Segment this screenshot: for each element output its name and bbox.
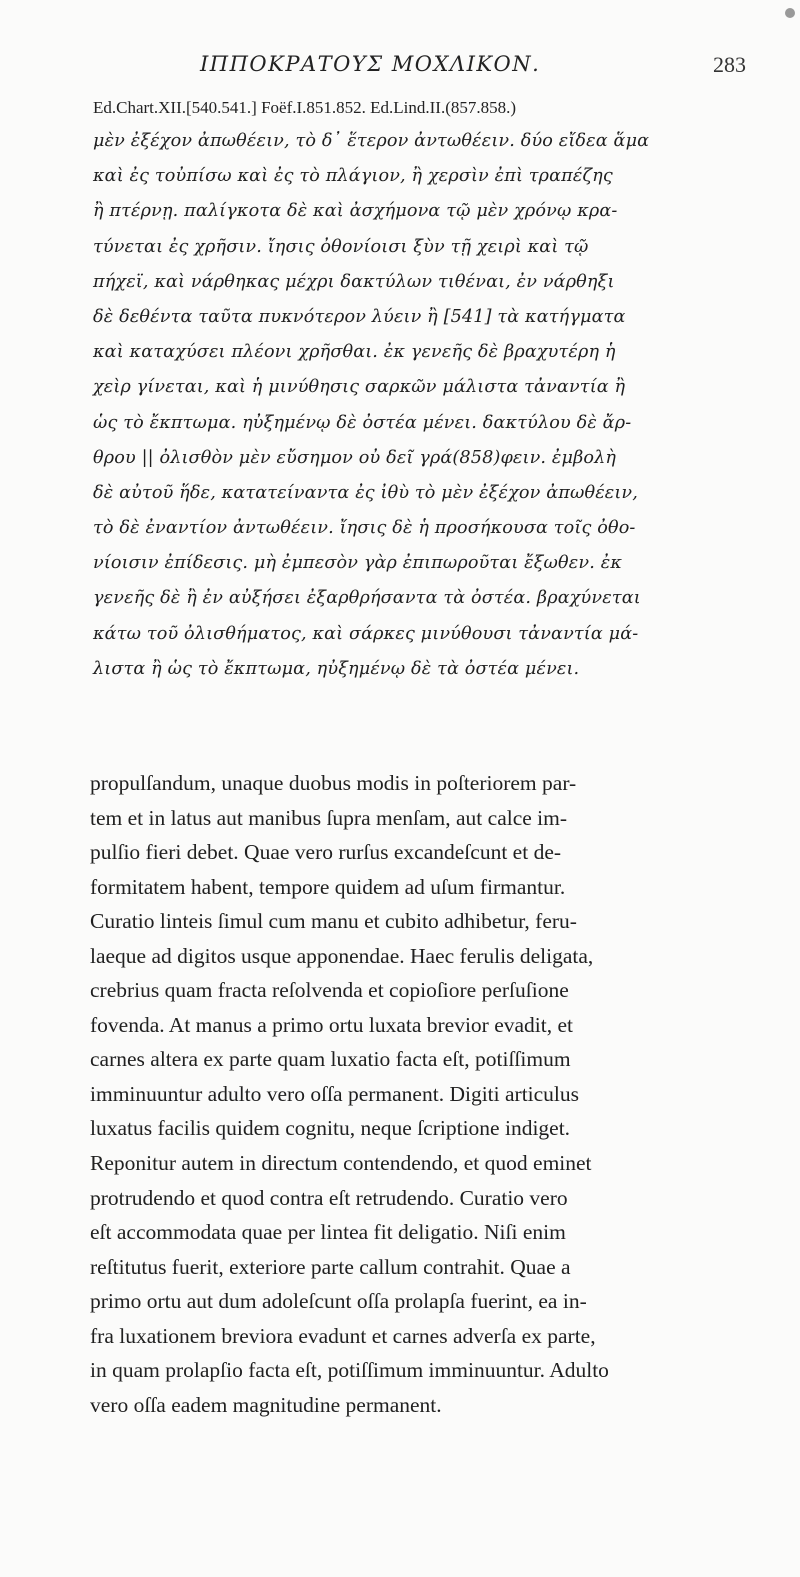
latin-line: formitatem habent, tempore quidem ad uſum firmantur.	[90, 874, 566, 899]
latin-line: primo ortu aut dum adoleſcunt oſſa prolapſa fuerint, ea in-	[90, 1289, 587, 1314]
latin-line: fra luxationem breviora evadunt et carnes adverſa ex parte,	[90, 1323, 596, 1348]
greek-line: μὲν ἐξέχον ἀπωθέειν, τὸ δ᾿ ἕτερον ἀντωθέειν. δύο εἴδεα ἅμα	[93, 131, 650, 151]
greek-line: τὸ δὲ ἐναντίον ἀντωθέειν. ἴησις δὲ ἡ προσήκουσα τοῖς ὀθο-	[93, 518, 636, 539]
latin-line: laeque ad digitos usque apponendae. Haec ferulis deligata,	[90, 943, 594, 968]
page-blemish	[785, 8, 795, 18]
latin-translation-block	[90, 766, 780, 1422]
latin-line: vero oſſa eadem magnitudine permanent.	[90, 1392, 442, 1417]
greek-line: δὲ αὐτοῦ ἥδε, κατατείναντα ἐς ἰθὺ τὸ μὲν ἐξέχον ἀπωθέειν,	[93, 482, 639, 503]
latin-line: imminuuntur adulto vero oſſa permanent. Digiti articulus	[90, 1081, 580, 1106]
latin-line: tem et in latus aut manibus ſupra menſam, aut calce im-	[90, 805, 568, 830]
running-head	[0, 52, 800, 88]
latin-line: carnes altera ex parte quam luxatio facta eſt, potiſſimum	[90, 1047, 571, 1072]
latin-line: crebrius quam fracta reſolvenda et copioſiore perſuſione	[90, 978, 569, 1003]
latin-line: in quam prolapſio facta eſt, potiſſimum imminuuntur. Adulto	[90, 1358, 609, 1383]
greek-line: λιστα ἢ ὡς τὸ ἔκπτωμα, ηὐξημένῳ δὲ τὰ ὀστέα μένει.	[93, 658, 580, 679]
latin-line: pulſio fieri debet. Quae vero rurſus excandeſcunt et de-	[90, 840, 562, 865]
greek-line: χεὶρ γίνεται, καὶ ἡ μινύθησις σαρκῶν μάλιστα τἀναντία ἢ	[93, 377, 626, 398]
greek-line: θρου || ὀλισθὸν μὲν εὔσημον οὐ δεῖ γρά(858)φειν. ἐμβολὴ	[93, 447, 617, 468]
latin-line: fovenda. At manus a primo ortu luxata brevior evadit, et	[90, 1012, 574, 1037]
page-number: 283	[713, 52, 746, 77]
edition-reference-line: Ed.Chart.XII.[540.541.] Foëf.I.851.852. Ed.Lind.II.(857.858.)	[93, 98, 517, 117]
latin-line: propulſandum, unaque duobus modis in poſteriorem par-	[90, 771, 577, 795]
latin-line: Curatio linteis ſimul cum manu et cubito adhibetur, feru-	[90, 909, 577, 934]
greek-line: ἢ πτέρνῃ. παλίγκοτα δὲ καὶ ἀσχήμονα τῷ μὲν χρόνῳ κρα-	[93, 201, 618, 222]
latin-line: protrudendo et quod contra eſt retrudendo. Curatio vero	[90, 1185, 568, 1210]
latin-line: eſt accommodata quae per lintea fit deligatio. Niſi enim	[90, 1220, 566, 1245]
latin-line: reſtitutus fuerit, exteriore parte callum contrahit. Quae a	[90, 1254, 571, 1279]
greek-line: ὡς τὸ ἔκπτωμα. ηὐξημένῳ δὲ ὀστέα μένει. δακτύλου δὲ ἄρ-	[93, 412, 632, 433]
greek-text-block	[93, 124, 773, 687]
latin-line: Reponitur autem in directum contendendo, et quod eminet	[90, 1151, 592, 1176]
greek-line: δὲ δεθέντα ταῦτα πυκνότερον λύειν ἢ [541] τὰ κατήγματα	[93, 306, 626, 327]
running-title: ΙΠΠΟΚΡΑΤΟΥΣ ΜΟΧΛΙΚΟΝ.	[200, 52, 541, 76]
greek-line: νίοισιν ἐπίδεσις. μὴ ἐμπεσὸν γὰρ ἐπιπωροῦται ἔξωθεν. ἐκ	[93, 553, 623, 574]
greek-line: καὶ καταχύσει πλέονι χρῆσθαι. ἐκ γενεῆς δὲ βραχυτέρη ἡ	[93, 342, 616, 363]
greek-line: τύνεται ἐς χρῆσιν. ἴησις ὀθονίοισι ξὺν τῇ χειρὶ καὶ τῷ	[93, 236, 589, 257]
greek-line: γενεῆς δὲ ἢ ἐν αὐξήσει ἐξαρθρήσαντα τὰ ὀστέα. βραχύνεται	[93, 588, 641, 609]
greek-line: κάτω τοῦ ὀλισθήματος, καὶ σάρκες μινύθουσι τἀναντία μά-	[93, 623, 639, 644]
greek-line: πήχεϊ, καὶ νάρθηκας μέχρι δακτύλων τιθέναι, ἐν νάρθηξι	[93, 271, 615, 292]
greek-line: καὶ ἐς τοὐπίσω καὶ ἐς τὸ πλάγιον, ἢ χερσὶν ἐπὶ τραπέζης	[93, 166, 613, 187]
latin-line: luxatus facilis quidem cognitu, neque ſcriptione indiget.	[90, 1116, 571, 1141]
